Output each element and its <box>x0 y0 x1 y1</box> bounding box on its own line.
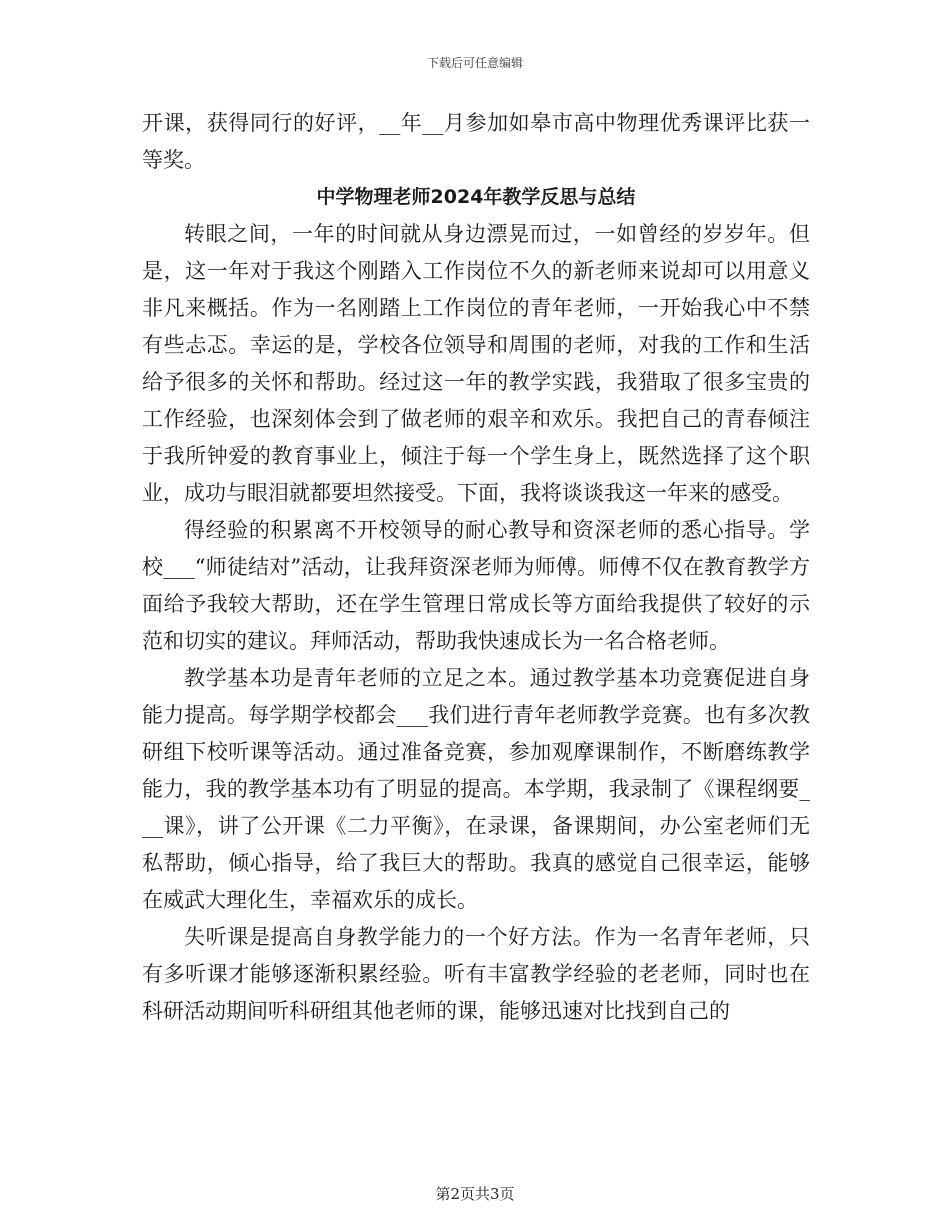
paragraph-3: 教学基本功是青年老师的立足之本。通过教学基本功竞赛促进自身能力提高。每学期学校都会___我们进行青年老师教学竞赛。也有多次教研组下校听课等活动。通过准备竞赛，参加观摩课制作，不断磨练教学能力，我的教学基本功有了明显的提高。本学期，我录制了《课程纲要___课》，讲了公开课《二力平衡》，在录课，备课期间，办公室老师们无私帮助，倾心指导，给了我巨大的帮助。我真的感觉自己很幸运，能够在威武大理化生，幸福欢乐的成长。 <box>142 666 810 912</box>
paragraph-4: 失听课是提高自身教学能力的一个好方法。作为一名青年老师，只有多听课才能够逐渐积累经验。听有丰富教学经验的老老师，同时也在科研活动期间听科研组其他老师的课，能够迅速对比找到自己的 <box>142 925 810 1023</box>
paragraph-2: 得经验的积累离不开校领导的耐心教导和资深老师的悉心指导。学校___“师徒结对”活动，让我拜资深老师为师傅。师傅不仅在教育教学方面给予我较大帮助，还在学生管理日常成长等方面给我提供了较好的示范和切实的建议。拜师活动，帮助我快速成长为一名合格老师。 <box>142 518 810 653</box>
intro-paragraph: 开课，获得同行的好评，__年__月参加如皋市高中物理优秀课评比获一等奖。 <box>142 111 810 172</box>
paragraph-1: 转眼之间，一年的时间就从身边漂晃而过，一如曾经的岁岁年。但是，这一年对于我这个刚踏入工作岗位不久的新老师来说却可以用意义非凡来概括。作为一名刚踏上工作岗位的青年老师，一开始我心中不禁有些忐忑。幸运的是，学校各位领导和周围的老师，对我的工作和生活给予很多的关怀和帮助。经过这一年的教学实践，我猎取了很多宝贵的工作经验，也深刻体会到了做老师的艰辛和欢乐。我把自己的青春倾注于我所钟爱的教育事业上，倾注于每一个学生身上，既然选择了这个职业，成功与眼泪就都要坦然接受。下面，我将谈谈我这一年来的感受。 <box>142 222 810 505</box>
document-body <box>142 105 810 1030</box>
page-number-footer: 第2页共3页 <box>435 1185 515 1203</box>
section-title: 中学物理老师2024年教学反思与总结 <box>316 186 636 208</box>
page-header-note: 下载后可任意编辑 <box>426 56 523 70</box>
